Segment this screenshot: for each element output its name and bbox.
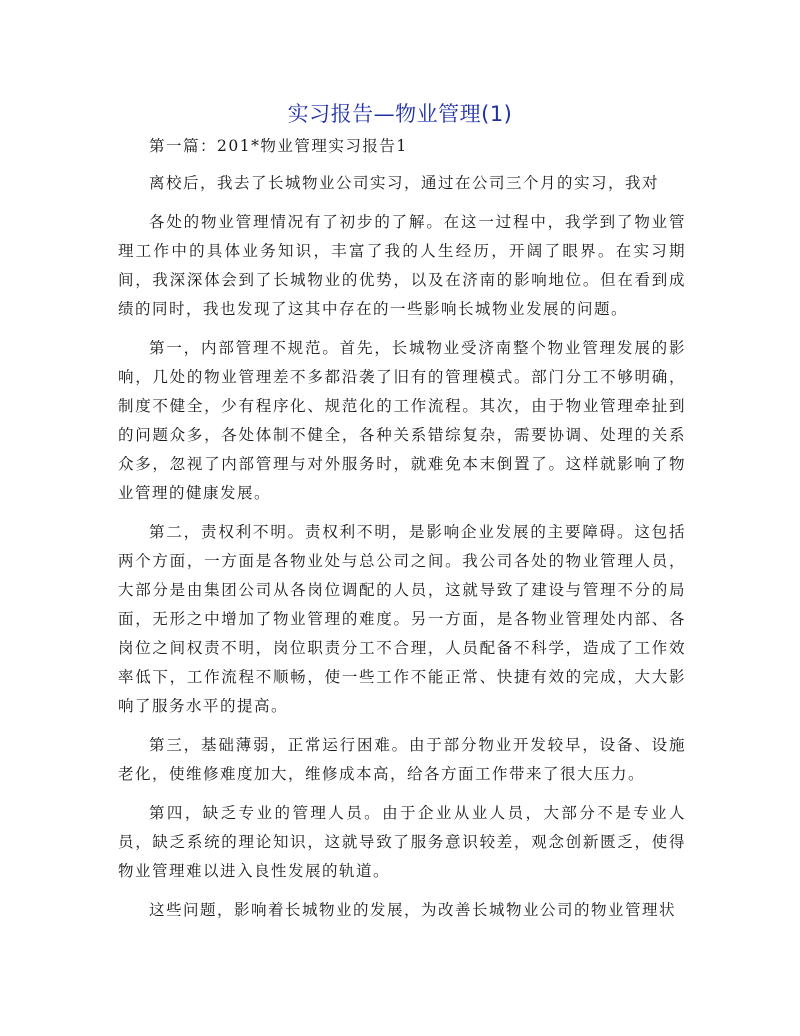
section-heading: 第一篇：201*物业管理实习报告1 — [149, 137, 408, 155]
document-body — [118, 132, 686, 935]
paragraph-5: 第三，基础薄弱，正常运行困难。由于部分物业开发较早，设备、设施老化，使维修难度加大，维修成本高，给各方面工作带来了很大压力。 — [118, 736, 686, 783]
paragraph-4: 第二，责权利不明。责权利不明，是影响企业发展的主要障碍。这包括两个方面，一方面是各物业处与总公司之间。我公司各处的物业管理人员，大部分是由集团公司从各岗位调配的人员，这就导致了建设与管理不分的局面，无形之中增加了物业管理的难度。另一方面，是各物业管理处内部、各岗位之间权责不明，岗位职责分工不合理，人员配备不科学，造成了工作效率低下，工作流程不顺畅，使一些工作不能正常、快捷有效的完成，大大影响了服务水平的提高。 — [118, 523, 686, 715]
paragraph-1: 离校后，我去了长城物业公司实习，通过在公司三个月的实习，我对 — [149, 174, 660, 192]
document-title: 实习报告—物业管理(1) — [287, 102, 513, 126]
paragraph-6: 第四，缺乏专业的管理人员。由于企业从业人员，大部分不是专业人员，缺乏系统的理论知识，这就导致了服务意识较差，观念创新匮乏，使得物业管理难以进入良性发展的轨道。 — [118, 804, 686, 880]
paragraph-3: 第一，内部管理不规范。首先，长城物业受济南整个物业管理发展的影响，几处的物业管理差不多都沿袭了旧有的管理模式。部门分工不够明确，制度不健全，少有程序化、规范化的工作流程。其次，由于物业管理牵扯到的问题众多，各处体制不健全，各种关系错综复杂，需要协调、处理的关系众多，忽视了内部管理与对外服务时，就难免本末倒置了。这样就影响了物业管理的健康发展。 — [118, 339, 686, 502]
paragraph-2: 各处的物业管理情况有了初步的了解。在这一过程中，我学到了物业管理工作中的具体业务知识，丰富了我的人生经历，开阔了眼界。在实习期间，我深深体会到了长城物业的优势，以及在济南的影响地位。但在看到成绩的同时，我也发现了这其中存在的一些影响长城物业发展的问题。 — [118, 213, 686, 318]
paragraph-7: 这些问题，影响着长城物业的发展，为改善长城物业公司的物业管理状 — [149, 901, 677, 919]
